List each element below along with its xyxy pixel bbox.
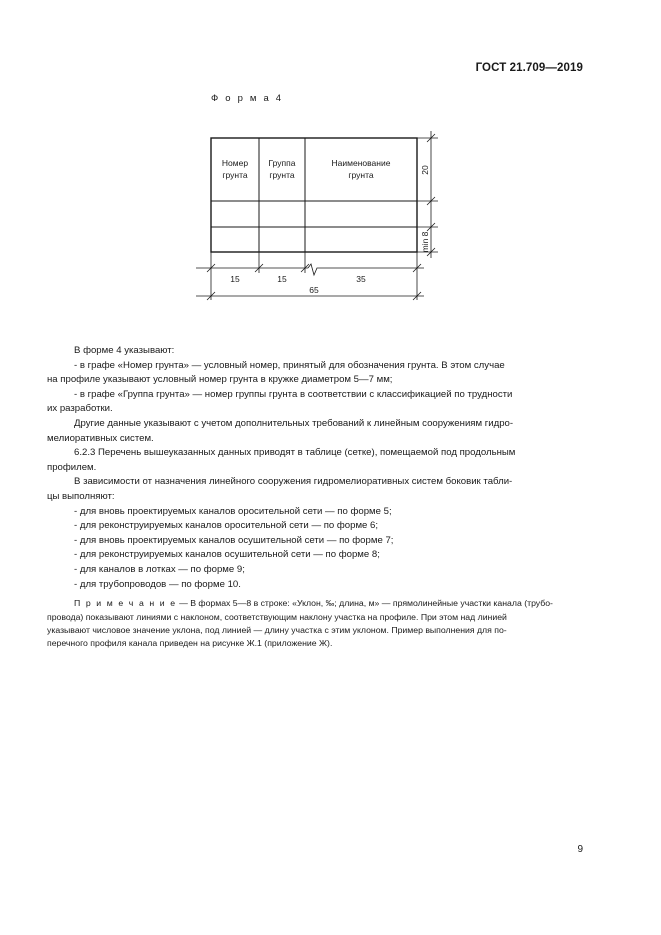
list-item: - для вновь проектируемых каналов осушительной сети — по форме 7; <box>74 534 394 546</box>
list-item: - для каналов в лотках — по форме 9; <box>74 563 245 575</box>
list-item: - для трубопроводов — по форме 10. <box>74 578 241 590</box>
page-number: 9 <box>577 844 583 855</box>
col1-line2: грунта <box>222 170 248 180</box>
list-item: - для вновь проектируемых каналов оросительной сети — по форме 5; <box>74 505 392 517</box>
note-text: — В формах 5—8 в строке: «Уклон, ‰; длина, м» — прямолинейные участки канала (трубо- <box>176 598 553 609</box>
item2-line1: - в графе «Группа грунта» — номер группы грунта в соответствии с классификацией по трудности <box>74 388 513 400</box>
dim-header-height: 20 <box>420 165 430 175</box>
dim-width-1: 15 <box>230 274 240 284</box>
col2-line2: грунта <box>269 170 295 180</box>
para3-line1: 6.2.3 Перечень вышеуказанных данных приводят в таблице (сетке), помещаемой под продольным <box>74 447 516 459</box>
col3-line2: грунта <box>348 170 374 180</box>
note-line2: провода) показывают линиями с наклоном, соответствующим наклону участка на профиле. При этом над линией <box>47 611 507 622</box>
item2-line2: их разработки. <box>47 403 113 415</box>
list-item: - для реконструируемых каналов осушительной сети — по форме 8; <box>74 549 380 561</box>
dim-width-3: 35 <box>356 274 366 284</box>
item1-line1: - в графе «Номер грунта» — условный номер, принятый для обозначения грунта. В этом случае <box>74 359 505 371</box>
document-code: ГОСТ 21.709—2019 <box>475 62 583 74</box>
para4-line1: В зависимости от назначения линейного сооружения гидромелиоративных систем боковик табли- <box>74 476 513 488</box>
note-line1 <box>74 597 585 610</box>
item1-line2: на профиле указывают условный номер грунта в кружке диаметром 5—7 мм; <box>47 374 393 386</box>
list-item: - для реконструируемых каналов оросительной сети — по форме 6; <box>74 520 379 532</box>
form-4-drawing <box>0 0 661 330</box>
para4-line2: цы выполняют: <box>47 490 115 502</box>
col3-line1: Наименование <box>331 158 391 168</box>
body-text <box>47 344 585 651</box>
note-label: П р и м е ч а н и е <box>74 598 177 609</box>
dim-row-height: min 8 <box>420 231 430 253</box>
para2-line2: мелиоративных систем. <box>47 432 154 444</box>
form-label: Ф о р м а 4 <box>211 93 284 104</box>
table-grid <box>211 138 417 252</box>
note-line4: перечного профиля канала приведен на рисунке Ж.1 (приложение Ж). <box>47 638 333 649</box>
intro: В форме 4 указывают: <box>74 345 175 356</box>
dim-width-2: 15 <box>277 274 287 284</box>
col2-line1: Группа <box>268 158 296 168</box>
para3-line2: профилем. <box>47 461 97 473</box>
para2-line1: Другие данные указывают с учетом дополнительных требований к линейным сооружениям гидро- <box>74 417 514 429</box>
col1-line1: Номер <box>221 158 249 168</box>
dim-width-total: 65 <box>309 285 319 295</box>
note-line3: указывают числовое значение уклона, под линией — длину участка с этим уклоном. Пример выполнения для по- <box>47 624 507 635</box>
